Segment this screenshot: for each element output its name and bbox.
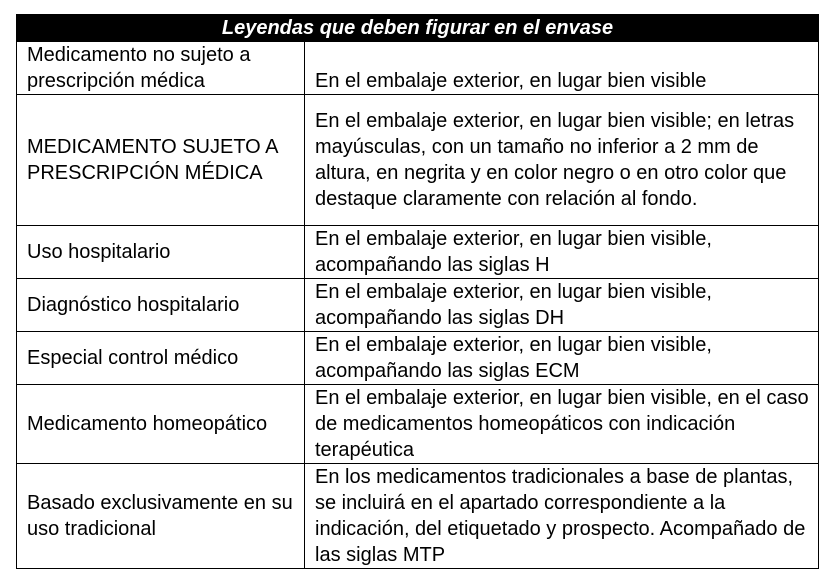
legend-table xyxy=(16,14,819,569)
table-row xyxy=(17,95,819,226)
table-row xyxy=(17,464,819,569)
table-header-row xyxy=(17,15,819,42)
row-text: En el embalaje exterior, en lugar bien visible; en letras mayúsculas, con un tamaño no inferior a 2 mm de altura, en negrita y en color negro o en otro color que destaque claramente con relación al fondo. xyxy=(305,95,819,226)
table-row xyxy=(17,385,819,464)
row-text: En el embalaje exterior, en lugar bien visible, acompañando las siglas DH xyxy=(305,279,819,332)
row-text: En el embalaje exterior, en lugar bien visible, acompañando las siglas H xyxy=(305,226,819,279)
row-label: MEDICAMENTO SUJETO A PRESCRIPCIÓN MÉDICA xyxy=(17,95,305,226)
legend-table-container xyxy=(16,14,818,569)
row-text: En el embalaje exterior, en lugar bien visible, acompañando las siglas ECM xyxy=(305,332,819,385)
table-row xyxy=(17,279,819,332)
table-row xyxy=(17,226,819,279)
table-row xyxy=(17,42,819,95)
row-label: Medicamento no sujeto a prescripción médica xyxy=(17,42,305,95)
row-label: Basado exclusivamente en su uso tradicional xyxy=(17,464,305,569)
row-text: En los medicamentos tradicionales a base de plantas, se incluirá en el apartado correspondiente a la indicación, del etiquetado y prospecto. Acompañado de las siglas MTP xyxy=(305,464,819,569)
row-label: Diagnóstico hospitalario xyxy=(17,279,305,332)
row-label: Uso hospitalario xyxy=(17,226,305,279)
row-text: En el embalaje exterior, en lugar bien visible, en el caso de medicamentos homeopáticos con indicación terapéutica xyxy=(305,385,819,464)
row-label: Especial control médico xyxy=(17,332,305,385)
row-text: En el embalaje exterior, en lugar bien visible xyxy=(305,42,819,95)
table-row xyxy=(17,332,819,385)
table-title: Leyendas que deben figurar en el envase xyxy=(17,15,819,42)
row-label: Medicamento homeopático xyxy=(17,385,305,464)
